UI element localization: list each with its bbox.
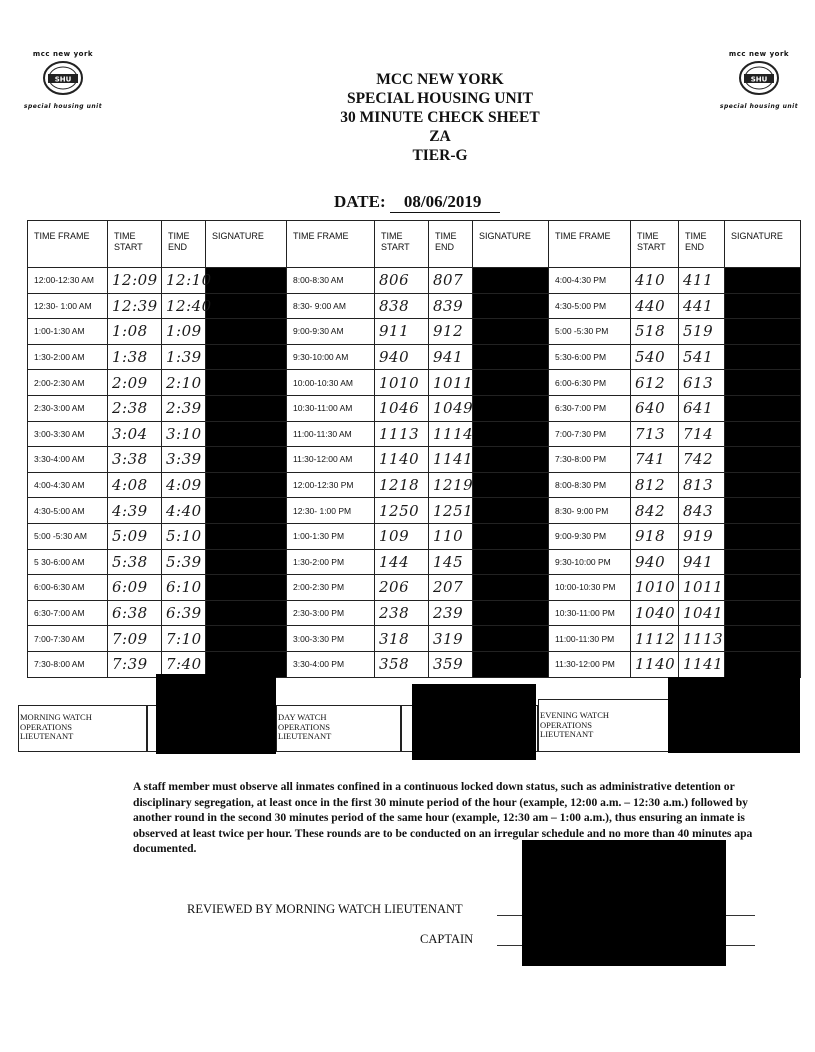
col-header: TIME END	[679, 221, 725, 268]
time-frame-cell: 7:00-7:30 PM	[549, 421, 631, 447]
zone-name: ZA	[429, 128, 451, 145]
time-end-cell: 4:09	[162, 472, 206, 498]
time-frame-cell: 4:30-5:00 AM	[28, 498, 108, 524]
time-end-cell: 1049	[429, 395, 473, 421]
time-start-cell: 713	[631, 421, 679, 447]
time-end-cell: 7:40	[162, 651, 206, 677]
time-start-cell: 540	[631, 344, 679, 370]
time-start-cell: 206	[375, 575, 429, 601]
time-start-cell: 1010	[631, 575, 679, 601]
time-end-cell: 1041	[679, 600, 725, 626]
grid-row	[28, 268, 801, 294]
watch-line: MORNING WATCH	[20, 712, 92, 722]
time-start-cell: 3:04	[108, 421, 162, 447]
shu-seal-icon	[42, 60, 84, 96]
check-grid	[27, 220, 801, 678]
signature-cell-redacted	[206, 523, 287, 549]
time-start-cell: 238	[375, 600, 429, 626]
signature-cell-redacted	[473, 370, 549, 396]
time-end-cell: 714	[679, 421, 725, 447]
sheet-name: 30 MINUTE CHECK SHEET	[340, 109, 540, 126]
time-end-cell: 5:39	[162, 549, 206, 575]
signature-cell-redacted	[725, 549, 801, 575]
grid-row	[28, 626, 801, 652]
col-header: TIME END	[429, 221, 473, 268]
grid-row	[28, 395, 801, 421]
time-frame-cell: 10:00-10:30 PM	[549, 575, 631, 601]
time-end-cell: 742	[679, 447, 725, 473]
grid-row	[28, 549, 801, 575]
time-start-cell: 5:38	[108, 549, 162, 575]
time-start-cell: 1112	[631, 626, 679, 652]
signature-cell-redacted	[725, 575, 801, 601]
time-end-cell: 1219	[429, 472, 473, 498]
time-frame-cell: 5:00 -5:30 PM	[549, 319, 631, 345]
time-frame-cell: 7:30-8:00 AM	[28, 651, 108, 677]
grid-row	[28, 447, 801, 473]
signature-cell-redacted	[725, 319, 801, 345]
time-frame-cell: 3:00-3:30 PM	[287, 626, 375, 652]
col-header: TIME START	[108, 221, 162, 268]
time-start-cell: 911	[375, 319, 429, 345]
grid-row	[28, 498, 801, 524]
tier-name: TIER-G	[412, 147, 468, 164]
signature-cell-redacted	[725, 472, 801, 498]
redaction-box	[156, 674, 276, 754]
time-frame-cell: 9:30-10:00 PM	[549, 549, 631, 575]
time-frame-cell: 6:30-7:00 PM	[549, 395, 631, 421]
grid-row	[28, 523, 801, 549]
col-header: SIGNATURE	[473, 221, 549, 268]
time-start-cell: 2:38	[108, 395, 162, 421]
grid-row	[28, 421, 801, 447]
time-end-cell: 807	[429, 268, 473, 294]
time-frame-cell: 2:00-2:30 AM	[28, 370, 108, 396]
time-end-cell: 1113	[679, 626, 725, 652]
signature-cell-redacted	[473, 344, 549, 370]
signature-cell-redacted	[725, 421, 801, 447]
time-end-cell: 319	[429, 626, 473, 652]
signature-cell-redacted	[206, 395, 287, 421]
grid-row	[28, 651, 801, 677]
time-start-cell: 1010	[375, 370, 429, 396]
signature-cell-redacted	[725, 344, 801, 370]
signature-cell-redacted	[473, 523, 549, 549]
time-frame-cell: 10:00-10:30 AM	[287, 370, 375, 396]
col-header: TIME FRAME	[549, 221, 631, 268]
grid-row	[28, 344, 801, 370]
grid-row	[28, 600, 801, 626]
signature-cell-redacted	[725, 651, 801, 677]
signature-cell-redacted	[725, 626, 801, 652]
logo-top-text: mcc new york	[728, 50, 790, 58]
time-end-cell: 813	[679, 472, 725, 498]
time-frame-cell: 6:00-6:30 AM	[28, 575, 108, 601]
signature-cell-redacted	[473, 549, 549, 575]
time-frame-cell: 4:30-5:00 PM	[549, 293, 631, 319]
reviewed-by-label: REVIEWED BY MORNING WATCH LIEUTENANT	[187, 902, 463, 916]
time-end-cell: 941	[429, 344, 473, 370]
time-start-cell: 1218	[375, 472, 429, 498]
watch-line: LIEUTENANT	[278, 731, 332, 741]
time-start-cell: 6:38	[108, 600, 162, 626]
signature-cell-redacted	[473, 575, 549, 601]
time-frame-cell: 8:00-8:30 AM	[287, 268, 375, 294]
time-start-cell: 7:09	[108, 626, 162, 652]
signature-cell-redacted	[206, 447, 287, 473]
time-start-cell: 812	[631, 472, 679, 498]
time-end-cell: 4:40	[162, 498, 206, 524]
time-start-cell: 358	[375, 651, 429, 677]
time-frame-cell: 7:00-7:30 AM	[28, 626, 108, 652]
signature-cell-redacted	[206, 498, 287, 524]
time-start-cell: 1:38	[108, 344, 162, 370]
time-frame-cell: 12:30- 1:00 PM	[287, 498, 375, 524]
grid-row	[28, 575, 801, 601]
logo-bottom-text: special housing unit	[23, 103, 103, 110]
grid-row	[28, 293, 801, 319]
time-frame-cell: 11:30-12:00 AM	[287, 447, 375, 473]
signature-cell-redacted	[206, 600, 287, 626]
time-end-cell: 843	[679, 498, 725, 524]
time-end-cell: 145	[429, 549, 473, 575]
time-frame-cell: 7:30-8:00 PM	[549, 447, 631, 473]
time-end-cell: 12:10	[162, 268, 206, 294]
shu-seal-icon	[738, 60, 780, 96]
time-start-cell: 1250	[375, 498, 429, 524]
facility-name: MCC NEW YORK	[376, 71, 504, 88]
time-end-cell: 3:10	[162, 421, 206, 447]
signature-cell-redacted	[473, 626, 549, 652]
time-end-cell: 3:39	[162, 447, 206, 473]
logo-bottom-text: special housing unit	[719, 103, 799, 110]
time-end-cell: 359	[429, 651, 473, 677]
signature-cell-redacted	[206, 344, 287, 370]
time-frame-cell: 12:30- 1:00 AM	[28, 293, 108, 319]
time-end-cell: 519	[679, 319, 725, 345]
signature-cell-redacted	[725, 395, 801, 421]
logo-left	[13, 50, 113, 110]
time-end-cell: 7:10	[162, 626, 206, 652]
col-header: SIGNATURE	[206, 221, 287, 268]
time-start-cell: 3:38	[108, 447, 162, 473]
time-start-cell: 1113	[375, 421, 429, 447]
time-end-cell: 5:10	[162, 523, 206, 549]
time-end-cell: 1141	[679, 651, 725, 677]
signature-cell-redacted	[725, 498, 801, 524]
watch-line: LIEUTENANT	[540, 729, 594, 739]
col-header: TIME FRAME	[28, 221, 108, 268]
signature-cell-redacted	[206, 370, 287, 396]
time-end-cell: 541	[679, 344, 725, 370]
time-start-cell: 940	[631, 549, 679, 575]
time-end-cell: 1251	[429, 498, 473, 524]
signature-cell-redacted	[473, 319, 549, 345]
time-end-cell: 411	[679, 268, 725, 294]
signature-cell-redacted	[725, 370, 801, 396]
time-end-cell: 1011	[679, 575, 725, 601]
time-end-cell: 6:39	[162, 600, 206, 626]
time-end-cell: 912	[429, 319, 473, 345]
signature-cell-redacted	[206, 268, 287, 294]
policy-note-end: documented.	[133, 842, 197, 855]
time-start-cell: 1046	[375, 395, 429, 421]
time-end-cell: 1141	[429, 447, 473, 473]
time-end-cell: 919	[679, 523, 725, 549]
time-start-cell: 741	[631, 447, 679, 473]
col-header: TIME START	[375, 221, 429, 268]
policy-note-text: A staff member must observe all inmates confined in a continuous locked down status, such as administrative detention or disciplinary segregation, at least once in the first 30 minute period of the hour (example, 12:00 a.m. – 12:30 a.m.) followed by another round in the second 30 minutes period of the same hour (example, 12:30 am – 1:00 a.m.), thus ensuring an inmate is observed at least twice per hour. These rounds are to be conducted on an irregular schedule and no more than 40 minutes apa	[133, 780, 753, 840]
time-end-cell: 941	[679, 549, 725, 575]
day-watch-label	[278, 713, 331, 742]
grid-row	[28, 370, 801, 396]
time-start-cell: 12:39	[108, 293, 162, 319]
signature-cell-redacted	[725, 600, 801, 626]
signature-cell-redacted	[473, 293, 549, 319]
time-frame-cell: 4:00-4:30 AM	[28, 472, 108, 498]
time-end-cell: 6:10	[162, 575, 206, 601]
time-frame-cell: 3:30-4:00 AM	[28, 447, 108, 473]
col-header: SIGNATURE	[725, 221, 801, 268]
signature-cell-redacted	[206, 293, 287, 319]
time-start-cell: 6:09	[108, 575, 162, 601]
time-frame-cell: 2:30-3:00 AM	[28, 395, 108, 421]
col-header: TIME FRAME	[287, 221, 375, 268]
time-start-cell: 842	[631, 498, 679, 524]
time-end-cell: 110	[429, 523, 473, 549]
time-start-cell: 440	[631, 293, 679, 319]
signature-cell-redacted	[473, 600, 549, 626]
time-frame-cell: 1:00-1:30 PM	[287, 523, 375, 549]
signature-cell-redacted	[473, 268, 549, 294]
redaction-box	[668, 677, 800, 753]
signature-cell-redacted	[206, 626, 287, 652]
time-start-cell: 4:08	[108, 472, 162, 498]
time-frame-cell: 8:30- 9:00 AM	[287, 293, 375, 319]
time-frame-cell: 10:30-11:00 PM	[549, 600, 631, 626]
logo-right	[709, 50, 809, 110]
time-frame-cell: 8:00-8:30 PM	[549, 472, 631, 498]
time-start-cell: 640	[631, 395, 679, 421]
time-frame-cell: 4:00-4:30 PM	[549, 268, 631, 294]
time-frame-cell: 12:00-12:30 AM	[28, 268, 108, 294]
date-line	[334, 192, 500, 213]
watch-line: OPERATIONS	[20, 721, 72, 732]
time-start-cell: 1140	[375, 447, 429, 473]
col-header: TIME START	[631, 221, 679, 268]
time-start-cell: 1:08	[108, 319, 162, 345]
time-frame-cell: 5 30-6:00 AM	[28, 549, 108, 575]
time-start-cell: 806	[375, 268, 429, 294]
time-start-cell: 918	[631, 523, 679, 549]
time-end-cell: 1114	[429, 421, 473, 447]
time-end-cell: 1:39	[162, 344, 206, 370]
time-frame-cell: 2:00-2:30 PM	[287, 575, 375, 601]
time-frame-cell: 10:30-11:00 AM	[287, 395, 375, 421]
signature-cell-redacted	[206, 472, 287, 498]
redaction-box	[412, 684, 536, 760]
watch-line: DAY WATCH	[278, 712, 327, 722]
time-start-cell: 612	[631, 370, 679, 396]
logo-top-text: mcc new york	[32, 50, 94, 58]
time-start-cell: 109	[375, 523, 429, 549]
evening-watch-label	[540, 711, 609, 740]
time-frame-cell: 3:30-4:00 PM	[287, 651, 375, 677]
time-frame-cell: 9:30-10:00 AM	[287, 344, 375, 370]
time-start-cell: 2:09	[108, 370, 162, 396]
time-start-cell: 12:09	[108, 268, 162, 294]
time-frame-cell: 9:00-9:30 AM	[287, 319, 375, 345]
time-start-cell: 1040	[631, 600, 679, 626]
signature-cell-redacted	[473, 395, 549, 421]
time-start-cell: 7:39	[108, 651, 162, 677]
time-end-cell: 441	[679, 293, 725, 319]
signature-cell-redacted	[206, 319, 287, 345]
time-end-cell: 12:40	[162, 293, 206, 319]
captain-label: CAPTAIN	[420, 932, 474, 946]
time-frame-cell: 9:00-9:30 PM	[549, 523, 631, 549]
time-frame-cell: 1:30-2:00 PM	[287, 549, 375, 575]
watch-line: LIEUTENANT	[20, 731, 74, 741]
signature-cell-redacted	[725, 293, 801, 319]
time-end-cell: 641	[679, 395, 725, 421]
signature-cell-redacted	[206, 549, 287, 575]
time-start-cell: 940	[375, 344, 429, 370]
time-start-cell: 1140	[631, 651, 679, 677]
col-header: TIME END	[162, 221, 206, 268]
redaction-box	[522, 840, 726, 966]
signature-cell-redacted	[473, 498, 549, 524]
signature-cell-redacted	[725, 268, 801, 294]
time-frame-cell: 1:30-2:00 AM	[28, 344, 108, 370]
time-start-cell: 4:39	[108, 498, 162, 524]
watch-line: OPERATIONS	[540, 719, 592, 730]
signature-cell-redacted	[473, 421, 549, 447]
time-frame-cell: 5:30-6:00 PM	[549, 344, 631, 370]
grid-row	[28, 472, 801, 498]
time-start-cell: 5:09	[108, 523, 162, 549]
morning-watch-label	[20, 713, 92, 742]
signature-cell-redacted	[473, 651, 549, 677]
time-start-cell: 838	[375, 293, 429, 319]
time-start-cell: 518	[631, 319, 679, 345]
time-end-cell: 1011	[429, 370, 473, 396]
watch-line: EVENING WATCH	[540, 710, 610, 720]
watch-line: OPERATIONS	[278, 721, 330, 732]
time-end-cell: 2:39	[162, 395, 206, 421]
time-frame-cell: 11:00-11:30 AM	[287, 421, 375, 447]
time-end-cell: 239	[429, 600, 473, 626]
time-frame-cell: 11:00-11:30 PM	[549, 626, 631, 652]
time-frame-cell: 1:00-1:30 AM	[28, 319, 108, 345]
time-frame-cell: 11:30-12:00 PM	[549, 651, 631, 677]
time-frame-cell: 6:00-6:30 PM	[549, 370, 631, 396]
time-end-cell: 2:10	[162, 370, 206, 396]
time-end-cell: 839	[429, 293, 473, 319]
svg-text:SHU: SHU	[54, 75, 72, 84]
signature-cell-redacted	[206, 421, 287, 447]
signature-cell-redacted	[206, 575, 287, 601]
time-end-cell: 613	[679, 370, 725, 396]
time-start-cell: 410	[631, 268, 679, 294]
time-frame-cell: 12:00-12:30 PM	[287, 472, 375, 498]
date-label: DATE:	[334, 192, 386, 211]
grid-header-row	[28, 221, 801, 268]
time-frame-cell: 3:00-3:30 AM	[28, 421, 108, 447]
signature-cell-redacted	[473, 447, 549, 473]
time-start-cell: 318	[375, 626, 429, 652]
time-frame-cell: 6:30-7:00 AM	[28, 600, 108, 626]
signature-cell-redacted	[473, 472, 549, 498]
unit-name: SPECIAL HOUSING UNIT	[346, 90, 534, 107]
time-frame-cell: 5:00 -5:30 AM	[28, 523, 108, 549]
time-end-cell: 1:09	[162, 319, 206, 345]
svg-text:SHU: SHU	[750, 75, 768, 84]
grid-row	[28, 319, 801, 345]
signature-cell-redacted	[725, 523, 801, 549]
time-frame-cell: 2:30-3:00 PM	[287, 600, 375, 626]
time-end-cell: 207	[429, 575, 473, 601]
document-title	[300, 70, 580, 165]
time-frame-cell: 8:30- 9:00 PM	[549, 498, 631, 524]
date-value: 08/06/2019	[390, 192, 500, 213]
signature-cell-redacted	[725, 447, 801, 473]
time-start-cell: 144	[375, 549, 429, 575]
